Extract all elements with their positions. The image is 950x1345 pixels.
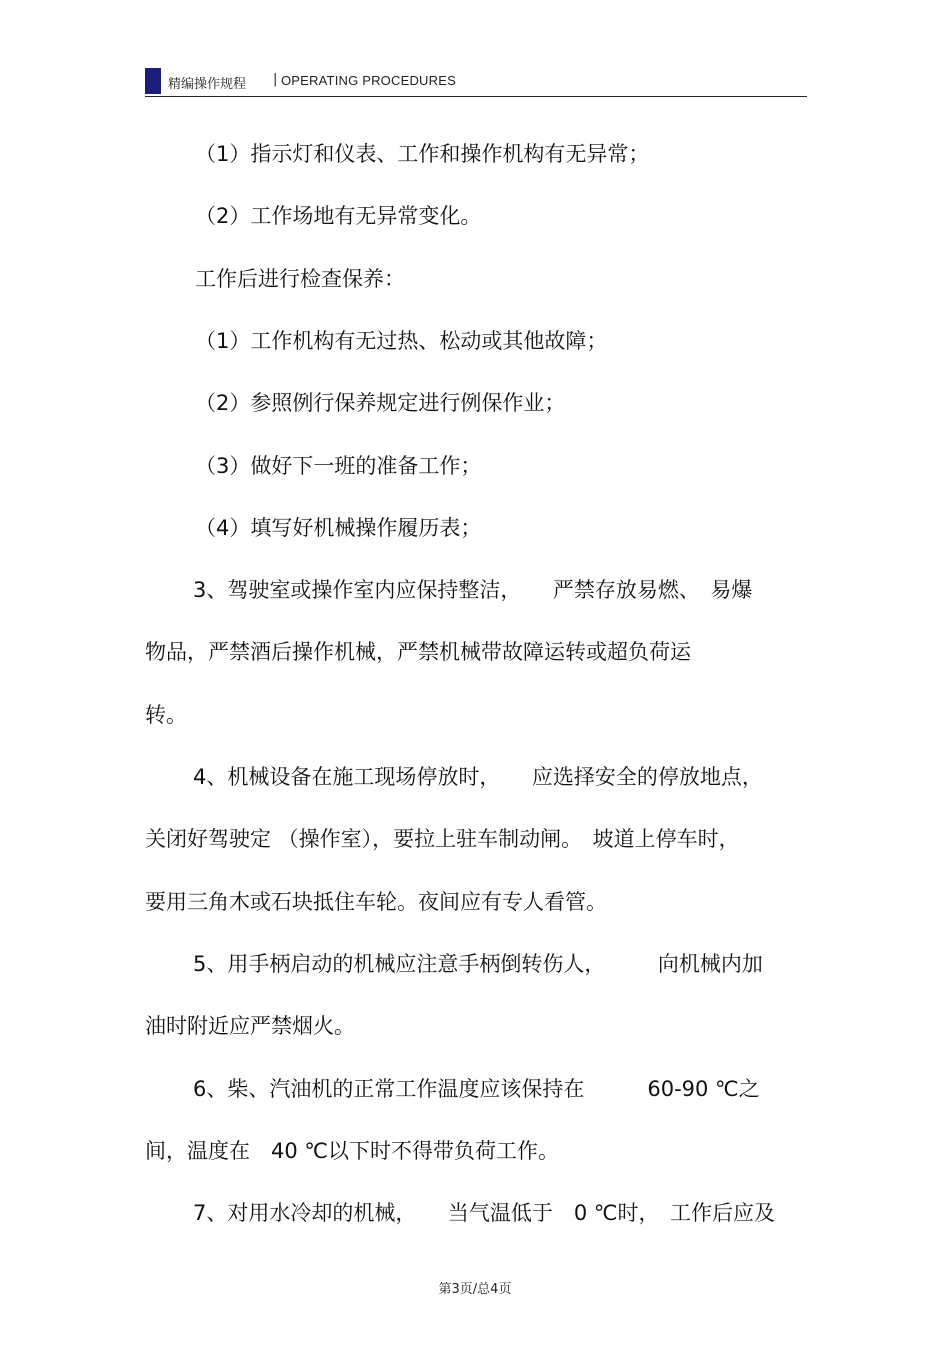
text-line: （3）做好下一班的准备工作； xyxy=(195,454,482,478)
text-line: 间，温度在 40 ℃以下时不得带负荷工作。 xyxy=(145,1139,559,1163)
logo-icon xyxy=(145,68,161,94)
text-line: 3、驾驶室或操作室内应保持整洁， 严禁存放易燃、 易爆 xyxy=(193,578,753,602)
text-line: 转。 xyxy=(145,703,187,727)
page-number: 第3页/总4页 xyxy=(438,1282,512,1297)
text-line: 关闭好驾驶定 （操作室），要拉上驻车制动闸。 坡道上停车时， xyxy=(145,827,740,851)
text-line: 7、对用水冷却的机械， 当气温低于 0 ℃时， 工作后应及 xyxy=(193,1201,775,1225)
text-line: 油时附近应严禁烟火。 xyxy=(145,1014,355,1038)
text-line: （1）指示灯和仪表、工作和操作机构有无异常； xyxy=(195,142,650,166)
text-line: （1）工作机构有无过热、松动或其他故障； xyxy=(195,329,608,353)
text-line: （2）参照例行保养规定进行例保作业； xyxy=(195,391,566,415)
page-header xyxy=(145,66,807,97)
text-line: 5、用手柄启动的机械应注意手柄倒转伤人， 向机械内加 xyxy=(193,952,763,976)
header-en-title: OPERATING PROCEDURES xyxy=(281,73,456,88)
header-cn-title: 精编操作规程 xyxy=(168,77,247,92)
text-line: （4）填写好机械操作履历表； xyxy=(195,516,482,540)
text-line: 要用三角木或石块抵住车轮。夜间应有专人看管。 xyxy=(145,890,607,914)
text-line: 6、柴、汽油机的正常工作温度应该保持在 60-90 ℃之 xyxy=(193,1077,760,1101)
text-line: 工作后进行检查保养： xyxy=(195,267,405,291)
text-line: （2）工作场地有无异常变化。 xyxy=(195,204,482,228)
text-line: 物品，严禁酒后操作机械，严禁机械带故障运转或超负荷运 xyxy=(145,640,691,664)
text-line: 4、机械设备在施工现场停放时， 应选择安全的停放地点， xyxy=(193,765,763,789)
header-separator: | xyxy=(273,72,278,87)
